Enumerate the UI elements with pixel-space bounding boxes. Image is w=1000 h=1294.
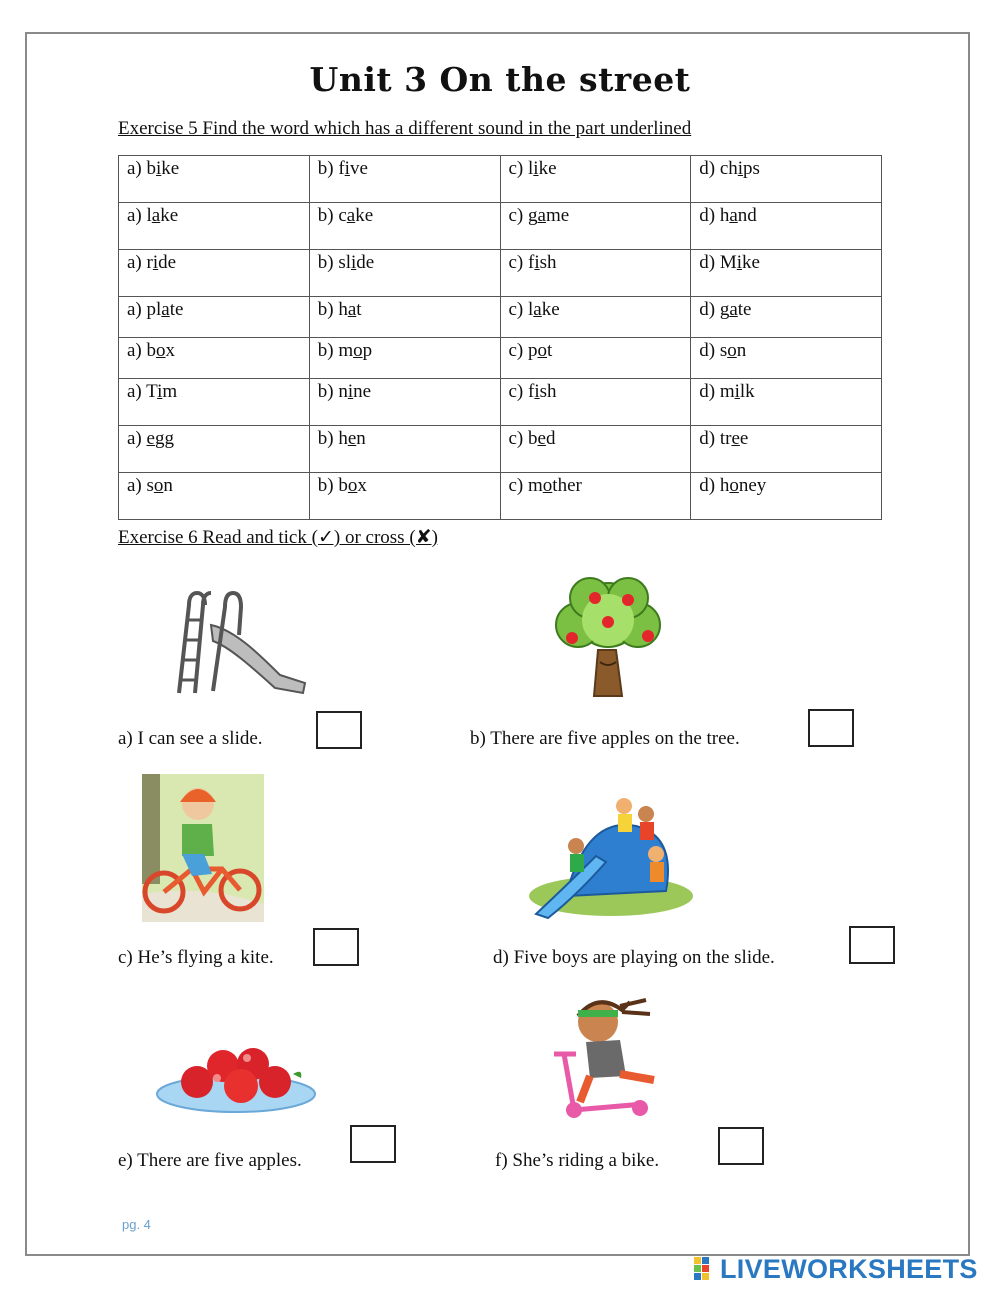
word-cell: a) Tim [119,379,310,426]
word-cell: b) cake [309,203,500,250]
item-d-text: d) Five boys are playing on the slide. [493,947,775,968]
scooter-girl-picture [550,996,668,1120]
bike-boy-picture [142,774,264,922]
item-f-answer-box[interactable] [718,1127,764,1165]
word-cell: d) milk [691,379,882,426]
word-cell: c) fish [500,250,691,297]
word-cell: c) lake [500,297,691,338]
word-cell: a) son [119,473,310,520]
word-cell: c) like [500,156,691,203]
table-row [119,203,882,250]
word-cell: b) hat [309,297,500,338]
word-cell: d) Mike [691,250,882,297]
logo-text: LIVEWORKSHEETS [720,1253,978,1284]
word-cell: d) tree [691,426,882,473]
word-cell: d) gate [691,297,882,338]
word-cell: c) game [500,203,691,250]
word-cell: c) fish [500,379,691,426]
item-e-answer-box[interactable] [350,1125,396,1163]
exercise5-heading: Exercise 5 Find the word which has a different sound in the part underlined [118,118,692,139]
table-row [119,338,882,379]
liveworksheets-logo [694,1254,978,1284]
item-a-answer-box[interactable] [316,711,362,749]
word-cell: d) son [691,338,882,379]
word-cell: b) nine [309,379,500,426]
page-number: pg. 4 [122,1217,151,1232]
word-cell: a) ride [119,250,310,297]
word-cell: d) hand [691,203,882,250]
word-cell: a) plate [119,297,310,338]
table-row [119,297,882,338]
kids-slide-picture [526,796,696,920]
word-cell: d) honey [691,473,882,520]
logo-icon [694,1257,718,1281]
word-cell: b) mop [309,338,500,379]
word-cell: b) hen [309,426,500,473]
word-cell: a) bike [119,156,310,203]
item-d-answer-box[interactable] [849,926,895,964]
table-row [119,473,882,520]
item-e-text: e) There are five apples. [118,1150,302,1171]
word-cell: b) box [309,473,500,520]
word-cell: c) pot [500,338,691,379]
table-row [119,250,882,297]
item-b-text: b) There are five apples on the tree. [470,728,740,749]
table-row [119,379,882,426]
apple-tree-picture [550,570,665,702]
word-cell: b) slide [309,250,500,297]
item-b-answer-box[interactable] [808,709,854,747]
word-cell: c) bed [500,426,691,473]
table-row [119,426,882,473]
word-cell: b) five [309,156,500,203]
sound-table [118,155,882,520]
word-cell: d) chips [691,156,882,203]
exercise6-heading: Exercise 6 Read and tick (✓) or cross (✘) [118,527,438,548]
page-title: Unit 3 On the street [309,60,691,99]
slide-picture [175,585,315,700]
word-cell: a) lake [119,203,310,250]
apple-bowl-picture [155,1044,317,1116]
item-c-answer-box[interactable] [313,928,359,966]
item-f-text: f) She’s riding a bike. [495,1150,660,1171]
word-cell: a) egg [119,426,310,473]
item-c-text: c) He’s flying a kite. [118,947,274,968]
word-cell: a) box [119,338,310,379]
table-row [119,156,882,203]
word-cell: c) mother [500,473,691,520]
item-a-text: a) I can see a slide. [118,728,263,749]
